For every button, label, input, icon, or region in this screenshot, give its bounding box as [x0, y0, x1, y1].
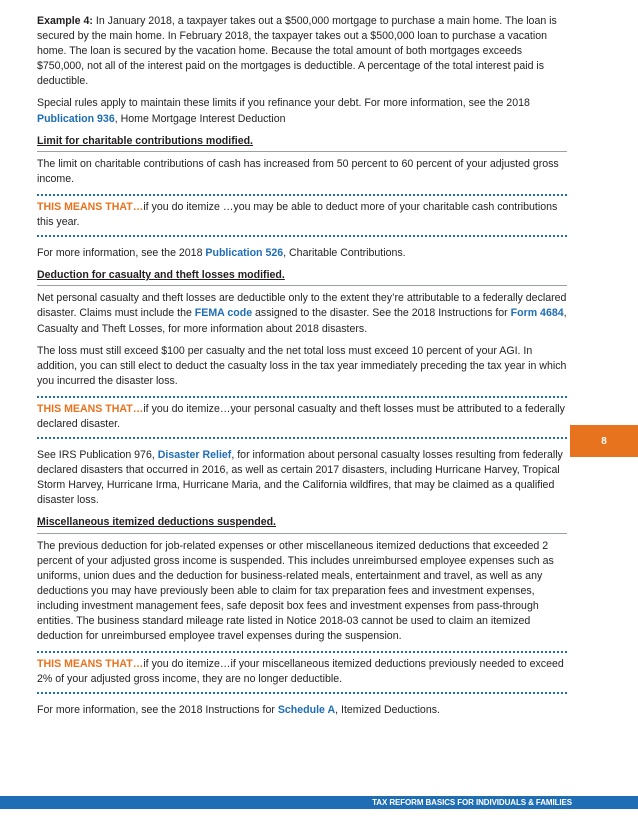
fema-code-link[interactable]: FEMA code	[194, 307, 253, 320]
casualty-text-b: assigned to the disaster. See the 2018 Instructions for	[252, 307, 511, 320]
special-rules-paragraph	[37, 96, 567, 126]
charitable-body: The limit on charitable contributions of cash has increased from 50 percent to 60 percent of your adjusted gross income.	[37, 157, 559, 185]
casualty-text-c: , Casualty and Theft Losses, for more information about 2018 disasters.	[37, 307, 567, 335]
example-4-label: Example 4:	[37, 15, 93, 27]
footer-title: TAX REFORM BASICS FOR INDIVIDUALS & FAMILIES	[372, 798, 572, 807]
disaster-relief-link[interactable]: Disaster Relief	[157, 449, 232, 462]
more-info-text-end: , Charitable Contributions.	[283, 247, 406, 260]
special-rules-text: Special rules apply to maintain these limits if you refinance your debt. For more information, see the 2018	[37, 97, 530, 110]
misc-more-info	[37, 703, 567, 718]
publication-936-link[interactable]: Publication 936	[37, 112, 115, 125]
callout-text: if you do itemize…your personal casualty and theft losses must be attributed to a federally declared disaster.	[37, 402, 565, 430]
casualty-paragraph-1	[37, 291, 567, 336]
schedule-a-link[interactable]: Schedule A	[277, 704, 336, 717]
callout-label: THIS MEANS THAT…	[37, 658, 144, 671]
casualty-callout	[37, 396, 567, 439]
charitable-heading: Limit for charitable contributions modified.	[37, 134, 567, 152]
misc-callout	[37, 651, 567, 694]
misc-body: The previous deduction for job-related expenses or other miscellaneous itemized deductions that exceeded 2 percent of your adjusted gross income is suspended. This includes unreimbursed employee expenses such as uniforms, union dues and the deduction for business-related meals, entertainment and travel, as well as any deductions you may have previously been able to claim for tax preparation fees and investment expenses, including investment management fees, safe deposit box fees and investment expenses from pass-through entities. The business standard mileage rate listed in Notice 2018-03 cannot be used to claim an itemized deduction for unreimbursed employee travel expenses during the suspension.	[37, 539, 554, 643]
casualty-text-p3a: See IRS Publication 976,	[37, 449, 158, 462]
document-body	[37, 14, 567, 725]
casualty-text-a: Net personal casualty and theft losses are deductible only to the extent they’re attributable to a federally declared disaster. Claims must include the	[37, 292, 567, 320]
callout-text: if you do itemize…if your miscellaneous itemized deductions previously needed to exceed 2% of your adjusted gross income, they are no longer deductible.	[37, 658, 564, 686]
more-info-text: For more information, see the 2018	[37, 247, 206, 260]
page-number: 8	[601, 435, 607, 447]
more-info-text-end: , Itemized Deductions.	[335, 704, 440, 717]
example-4-paragraph	[37, 14, 567, 89]
casualty-heading: Deduction for casualty and theft losses modified.	[37, 268, 567, 286]
special-rules-text-end: , Home Mortgage Interest Deduction	[114, 112, 286, 125]
callout-label: THIS MEANS THAT…	[37, 200, 144, 213]
publication-526-link[interactable]: Publication 526	[205, 247, 284, 260]
casualty-paragraph-3	[37, 448, 567, 508]
form-4684-link[interactable]: Form 4684	[510, 307, 564, 320]
misc-heading: Miscellaneous itemized deductions suspended.	[37, 515, 567, 533]
casualty-text-p3b: , for information about personal casualty losses resulting from federally declared disasters that occurred in 2016, as well as certain 2017 disasters, including Hurricane Harvey, Tropical Storm Harvey, Hurricane Irma, Hurricane Maria, and the California wildfires, that may be claimed as a qualified disaster loss.	[37, 449, 563, 507]
charitable-callout	[37, 194, 567, 237]
callout-label: THIS MEANS THAT…	[37, 402, 144, 415]
page-number-tab	[570, 425, 638, 457]
example-4-text: In January 2018, a taxpayer takes out a $500,000 mortgage to purchase a main home. The loan is secured by the main home. In February 2018, the taxpayer takes out a $500,000 loan to purchase a vacation home. The loan is secured by the vacation home. Because the total amount of both mortgages exceeds $750,000, not all of the interest paid on the mortgages is deductible. A percentage of the total interest paid is deductible.	[37, 15, 557, 88]
more-info-text: For more information, see the 2018 Instructions for	[37, 704, 278, 717]
charitable-more-info	[37, 246, 567, 261]
callout-text: if you do itemize …you may be able to deduct more of your charitable cash contributions this year.	[37, 200, 558, 229]
casualty-paragraph-2: The loss must still exceed $100 per casualty and the net total loss must exceed 10 percent of your AGI. In addition, you can still elect to deduct the casualty loss in the tax year immediately preceding the tax year in which you incurred the disaster loss.	[37, 344, 567, 387]
